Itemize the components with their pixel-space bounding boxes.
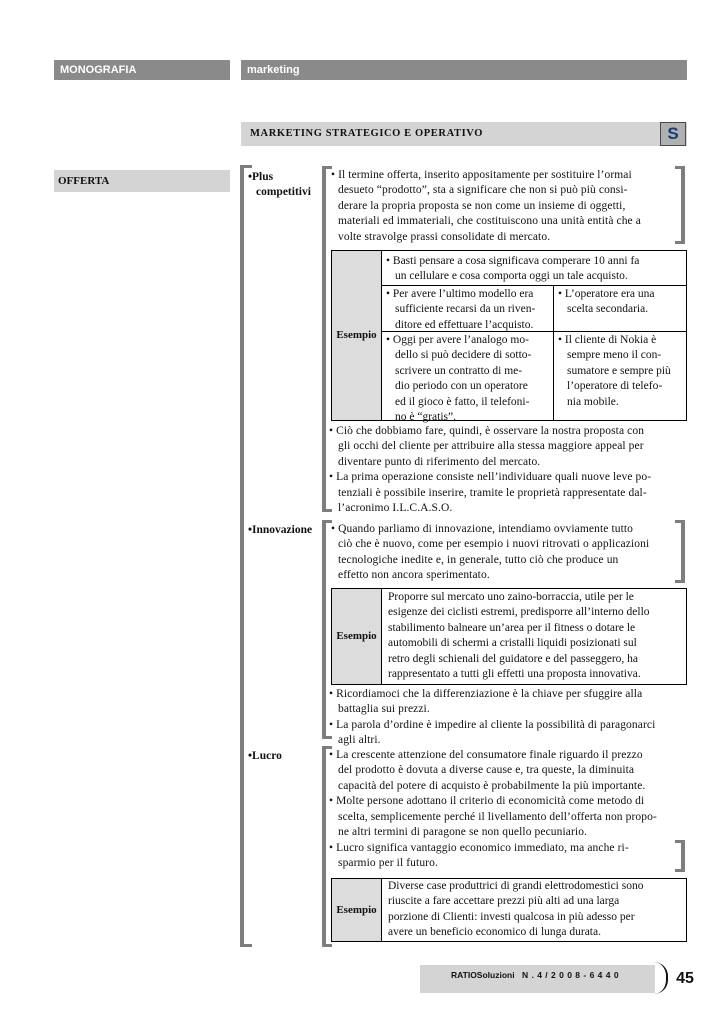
lucro-example-divider [381, 879, 382, 941]
innovazione-example-divider [381, 589, 382, 684]
plus-example-cell-line: scrivere un contratto di me- [395, 364, 523, 377]
plus-example-cell-line: dello si può decidere di sotto- [395, 349, 532, 362]
plus-example-cell-line: sumatore e sempre più [567, 364, 671, 377]
innovazione-example-text [388, 590, 682, 682]
plus-example-cell-line: • Oggi per avere l’analogo mo- [386, 334, 529, 346]
innovazione-example-label: Esempio [332, 589, 381, 684]
plus-intro-right-bracket [681, 166, 685, 244]
plus-example-cell-line: • L’operatore era una [558, 288, 655, 300]
plus-example-cell-line: ed il gioco è fatto, il telefoni- [395, 395, 530, 408]
plus-intro-line: desueto “prodotto”, sta a significare che non si può più consi- [338, 184, 628, 197]
category-plus-line2: competitivi [256, 186, 311, 198]
lucro-intro-line: scelta, semplicemente perché il livellamento dell’offerta non propo- [338, 810, 657, 823]
lucro-second [329, 841, 679, 872]
innovazione-intro-line: • Quando parliamo di innovazione, intendiamo ovviamente tutto [331, 523, 634, 535]
lucro-example-line: Diverse case produttrici di grandi elettrodomestici sono [388, 880, 644, 892]
plus-example-cell-line: sempre meno il con- [567, 349, 662, 362]
category-plus [248, 170, 311, 200]
plus-intro [331, 168, 681, 245]
plus-after-line: diventare punto di riferimento del mercato. [338, 455, 541, 468]
innovazione-after-line: agli altri. [338, 734, 381, 747]
footer-publisher: RATIOSoluzioni [451, 970, 515, 980]
plus-after-line: • La prima operazione consiste nell’individuare quali nuove leve po- [329, 471, 652, 484]
innovazione-example-line: retro degli schienali del guidatore e del passeggero, ha [388, 652, 639, 665]
plus-example-cell-line: dio periodo con un operatore [395, 380, 528, 393]
page-title-text: MARKETING STRATEGICO E OPERATIVO [250, 128, 484, 139]
plus-example-cell-line: l’operatore di telefo- [567, 380, 663, 393]
innovazione-intro-right-bracket [681, 520, 685, 583]
lucro-intro-line: • La crescente attenzione del consumatore finale riguardo il prezzo [329, 749, 643, 761]
plus-example-row1-line: • Basti pensare a cosa significava comperare 10 anni fa [386, 255, 640, 267]
plus-example-row1 [386, 254, 682, 285]
lucro-second-right-bracket [681, 840, 685, 872]
topic-label: marketing [247, 64, 300, 76]
lucro-intro-line: capacità del potere di acquisto è probabilmente la più importante. [338, 779, 646, 792]
lucro-example-text [388, 879, 682, 941]
plus-after [329, 424, 687, 516]
plus-intro-line: • Il termine offerta, inserito appositamente per sostituire l’ormai [331, 169, 632, 181]
category-plus-line1: •Plus [248, 171, 274, 183]
plus-intro-line: volte stravolge prassi consolidate di mercato. [338, 230, 551, 243]
innovazione-after [329, 687, 687, 749]
category-lucro: •Lucro [248, 750, 282, 762]
plus-example-row1-line: un cellulare e cosa comporta oggi un tale acquisto. [395, 270, 628, 283]
plus-example-label: Esempio [332, 251, 381, 420]
plus-example-row-divider [381, 285, 686, 286]
main-bracket-top [240, 165, 252, 168]
lucro-second-line: sparmio per il futuro. [338, 857, 438, 870]
plus-example-cell-line: ditore ed effettuare l’acquisto. [395, 318, 534, 331]
category-innovazione: •Innovazione [248, 524, 313, 536]
plus-example-row3-left [386, 333, 552, 425]
plus-intro-line: derare la propria proposta se non come un insieme di oggetti, [338, 199, 626, 212]
lucro-bracket [322, 746, 326, 947]
page-number: 45 [676, 970, 694, 987]
lucro-bracket-bottom [322, 944, 332, 947]
plus-example-divider [381, 251, 382, 420]
plus-intro-line: materiali ed immateriali, che costituiscono una unità entità che a [338, 215, 641, 228]
innovazione-example-line: rappresentato a tutti gli effetti una proposta innovativa. [388, 668, 641, 681]
innovazione-intro-line: tecnologiche inedite e, in generale, tutto ciò che produce un [338, 553, 619, 566]
plus-example-cell-line: scelta secondaria. [567, 303, 649, 316]
innovazione-intro [331, 522, 681, 584]
plus-example-row2-right [558, 287, 682, 318]
plus-example-col-divider [553, 285, 554, 420]
sidebar-label-offerta: OFFERTA [54, 170, 230, 192]
lucro-intro-line: del prodotto è dovuta a diverse cause e, tra queste, la diminuita [338, 764, 635, 777]
section-badge: S [660, 122, 686, 146]
innovazione-after-line: battaglia sui prezzi. [338, 703, 430, 716]
innovazione-intro-line: ciò che è nuovo, come per esempio i nuovi ritrovati o applicazioni [338, 538, 650, 551]
section-label: MONOGRAFIA [60, 64, 137, 76]
innovazione-example-line: Proporre sul mercato uno zaino-borraccia, utile per le [388, 591, 634, 603]
lucro-example-line: avere un beneficio economico di lunga durata. [388, 926, 601, 939]
lucro-example-line: riuscite a fare accettare prezzi più alti ad una larga [388, 895, 620, 908]
plus-example-row2-left [386, 287, 552, 333]
plus-example-row3-right [558, 333, 682, 410]
innovazione-example-line: esigenze dei ciclisti estremi, predisporre all’interno dello [388, 606, 650, 619]
innovazione-after-line: • La parola d’ordine è impedire al cliente la possibilità di paragonarci [329, 718, 656, 731]
main-bracket-bottom [240, 944, 252, 947]
lucro-example-label: Esempio [332, 879, 381, 941]
plus-intro-right-bracket-bottom [675, 241, 685, 244]
lucro-example-line: porzione di Clienti: investi qualcosa in più adesso per [388, 910, 635, 923]
innovazione-intro-right-bracket-top [675, 520, 685, 523]
innovazione-after-line: • Ricordiamoci che la differenziazione è la chiave per sfuggire alla [329, 688, 643, 700]
plus-intro-right-bracket-top [675, 166, 685, 169]
innovazione-bracket [322, 520, 326, 739]
lucro-intro-line: ne altri termini di paragone se non quello pecuniario. [338, 826, 588, 839]
section-header [54, 60, 230, 80]
topic-header [241, 60, 687, 80]
lucro-second-line: • Lucro significa vantaggio economico immediato, ma anche ri- [329, 842, 629, 854]
innovazione-intro-right-bracket-bottom [675, 580, 685, 583]
plus-example-cell-line: • Per avere l’ultimo modello era [386, 288, 534, 300]
plus-bracket [322, 166, 326, 512]
plus-example-cell-line: nia mobile. [567, 395, 619, 408]
innovazione-example-line: stabilimento balneare un’area per il fitness o dotare le [388, 621, 636, 634]
lucro-second-right-bracket-top [675, 840, 685, 843]
page-title [241, 122, 687, 146]
footer-issue: N . 4 / 2 0 0 8 - 6 4 4 0 [522, 970, 620, 980]
innovazione-example-line: automobili di schermi a cristalli liquidi posizionati sul [388, 637, 637, 650]
lucro-intro [329, 748, 687, 840]
plus-after-line: • Ciò che dobbiamo fare, quindi, è osservare la nostra proposta con [329, 425, 645, 437]
main-bracket [240, 165, 244, 947]
lucro-second-right-bracket-bottom [675, 869, 685, 872]
plus-after-line: tenziali è possibile inserire, tramite le proprietà rappresentate dal- [338, 486, 647, 499]
lucro-intro-line: • Molte persone adottano il criterio di economicità come metodo di [329, 795, 645, 808]
plus-after-line: l’acronimo I.L.C.A.S.O. [338, 502, 453, 515]
plus-example-cell-line: • Il cliente di Nokia è [558, 334, 657, 346]
plus-example-cell-line: no è “gratis”. [395, 411, 456, 424]
innovazione-intro-line: effetto non ancora sperimentato. [338, 569, 490, 582]
plus-example-cell-line: sufficiente recarsi da un riven- [395, 303, 536, 316]
plus-after-line: gli occhi del cliente per attribuire alla stessa maggiore appeal per [338, 440, 644, 453]
